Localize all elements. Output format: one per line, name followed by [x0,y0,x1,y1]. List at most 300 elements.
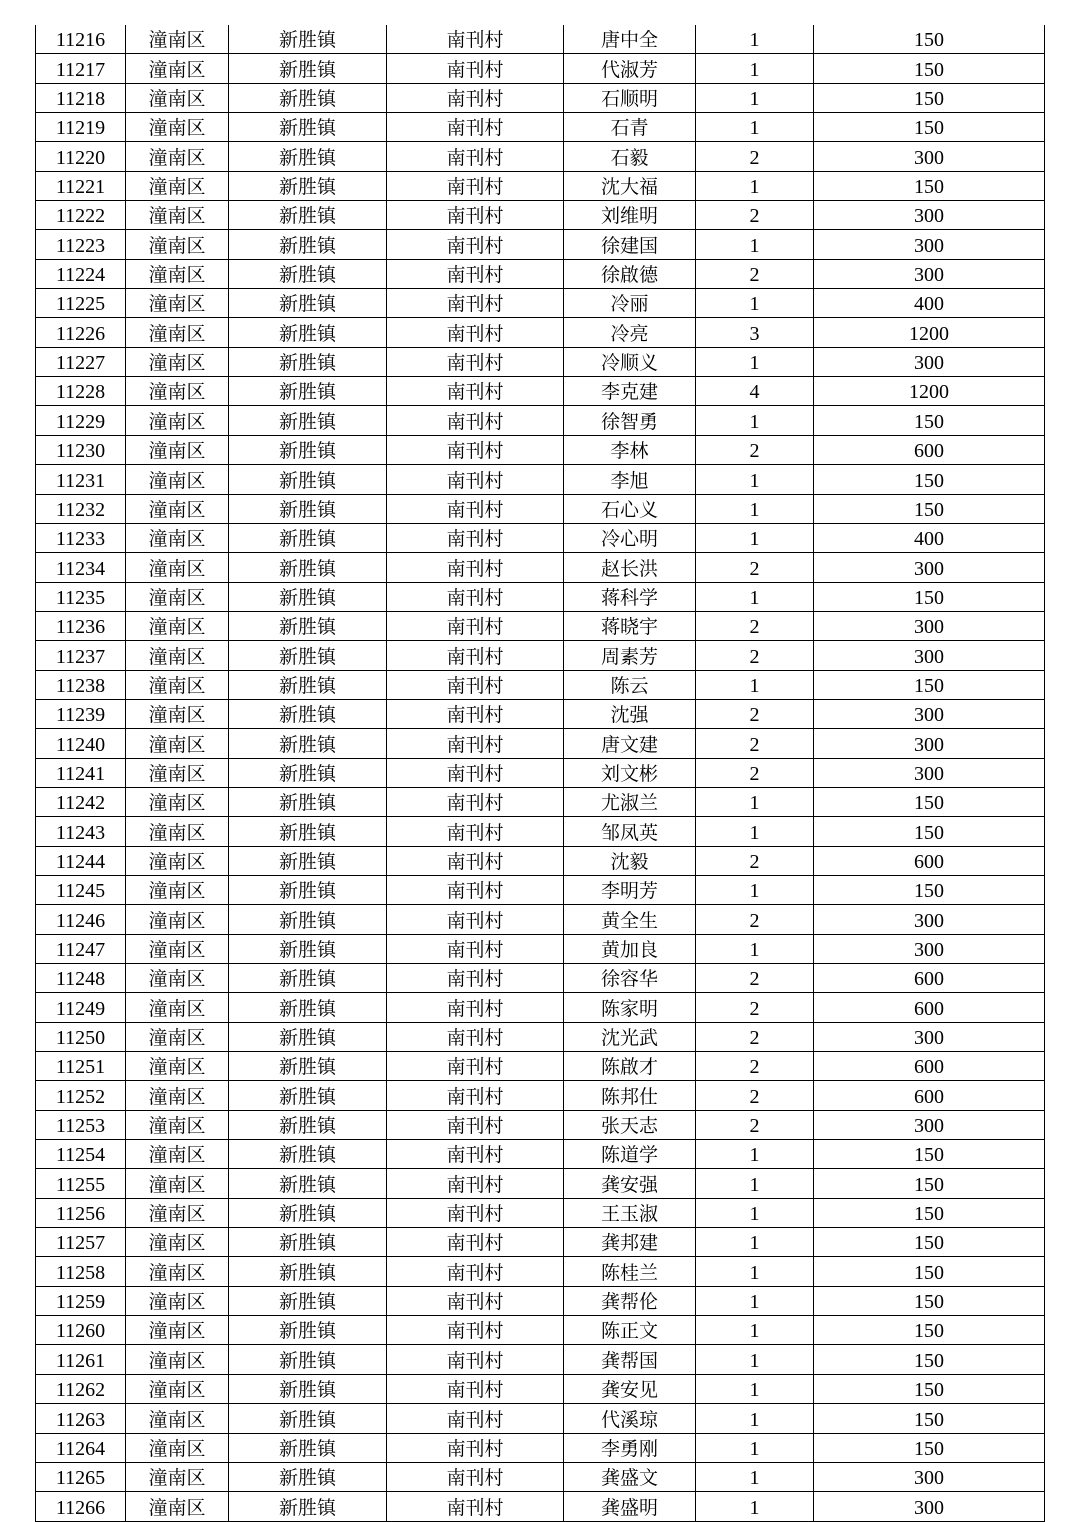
village-cell: 南刊村 [387,582,564,611]
count-cell: 1 [696,25,814,54]
village-cell: 南刊村 [387,1228,564,1257]
record-id-cell: 11229 [36,406,126,435]
amount-cell: 300 [814,201,1045,230]
person-name-cell: 龚盛明 [564,1492,696,1521]
person-name-cell: 冷心明 [564,523,696,552]
person-name-cell: 邹凤英 [564,817,696,846]
record-id-cell: 11225 [36,289,126,318]
amount-cell: 150 [814,171,1045,200]
record-id-cell: 11255 [36,1169,126,1198]
village-cell: 南刊村 [387,54,564,83]
village-cell: 南刊村 [387,670,564,699]
village-cell: 南刊村 [387,1345,564,1374]
amount-cell: 400 [814,289,1045,318]
town-cell: 新胜镇 [229,142,387,171]
district-cell: 潼南区 [126,729,229,758]
person-name-cell: 蒋科学 [564,582,696,611]
district-cell: 潼南区 [126,934,229,963]
village-cell: 南刊村 [387,318,564,347]
table-row [36,1022,1045,1051]
town-cell: 新胜镇 [229,289,387,318]
town-cell: 新胜镇 [229,201,387,230]
roster-table [35,25,1045,1522]
count-cell: 1 [696,465,814,494]
count-cell: 1 [696,230,814,259]
amount-cell: 150 [814,1374,1045,1403]
amount-cell: 300 [814,758,1045,787]
town-cell: 新胜镇 [229,905,387,934]
village-cell: 南刊村 [387,1081,564,1110]
record-id-cell: 11263 [36,1404,126,1433]
town-cell: 新胜镇 [229,846,387,875]
amount-cell: 150 [814,1257,1045,1286]
district-cell: 潼南区 [126,1081,229,1110]
count-cell: 2 [696,758,814,787]
town-cell: 新胜镇 [229,553,387,582]
town-cell: 新胜镇 [229,1081,387,1110]
record-id-cell: 11256 [36,1198,126,1227]
amount-cell: 150 [814,465,1045,494]
person-name-cell: 陈家明 [564,993,696,1022]
table-body [36,25,1045,1521]
district-cell: 潼南区 [126,406,229,435]
person-name-cell: 李明芳 [564,875,696,904]
person-name-cell: 冷丽 [564,289,696,318]
table-row [36,289,1045,318]
count-cell: 3 [696,318,814,347]
table-row [36,1081,1045,1110]
village-cell: 南刊村 [387,1286,564,1315]
district-cell: 潼南区 [126,113,229,142]
table-row [36,993,1045,1022]
town-cell: 新胜镇 [229,1257,387,1286]
record-id-cell: 11228 [36,377,126,406]
table-row [36,1286,1045,1315]
village-cell: 南刊村 [387,289,564,318]
village-cell: 南刊村 [387,1316,564,1345]
count-cell: 1 [696,1492,814,1521]
person-name-cell: 徐智勇 [564,406,696,435]
village-cell: 南刊村 [387,1462,564,1491]
district-cell: 潼南区 [126,1345,229,1374]
town-cell: 新胜镇 [229,1228,387,1257]
amount-cell: 150 [814,25,1045,54]
village-cell: 南刊村 [387,465,564,494]
amount-cell: 400 [814,523,1045,552]
amount-cell: 150 [814,1433,1045,1462]
town-cell: 新胜镇 [229,641,387,670]
record-id-cell: 11237 [36,641,126,670]
person-name-cell: 龚安见 [564,1374,696,1403]
town-cell: 新胜镇 [229,670,387,699]
amount-cell: 150 [814,1169,1045,1198]
record-id-cell: 11259 [36,1286,126,1315]
district-cell: 潼南区 [126,1374,229,1403]
record-id-cell: 11257 [36,1228,126,1257]
town-cell: 新胜镇 [229,523,387,552]
district-cell: 潼南区 [126,1286,229,1315]
town-cell: 新胜镇 [229,934,387,963]
district-cell: 潼南区 [126,1462,229,1491]
table-row [36,611,1045,640]
district-cell: 潼南区 [126,1169,229,1198]
record-id-cell: 11220 [36,142,126,171]
person-name-cell: 赵长洪 [564,553,696,582]
table-row [36,171,1045,200]
town-cell: 新胜镇 [229,1345,387,1374]
village-cell: 南刊村 [387,494,564,523]
person-name-cell: 龚邦建 [564,1228,696,1257]
table-row [36,699,1045,728]
amount-cell: 150 [814,54,1045,83]
record-id-cell: 11265 [36,1462,126,1491]
table-row [36,1228,1045,1257]
village-cell: 南刊村 [387,1374,564,1403]
district-cell: 潼南区 [126,230,229,259]
amount-cell: 150 [814,1316,1045,1345]
village-cell: 南刊村 [387,25,564,54]
amount-cell: 300 [814,1492,1045,1521]
count-cell: 1 [696,670,814,699]
district-cell: 潼南区 [126,611,229,640]
amount-cell: 300 [814,347,1045,376]
town-cell: 新胜镇 [229,113,387,142]
amount-cell: 300 [814,611,1045,640]
person-name-cell: 石毅 [564,142,696,171]
town-cell: 新胜镇 [229,347,387,376]
amount-cell: 300 [814,553,1045,582]
table-row [36,347,1045,376]
record-id-cell: 11260 [36,1316,126,1345]
count-cell: 2 [696,993,814,1022]
person-name-cell: 石青 [564,113,696,142]
person-name-cell: 李林 [564,435,696,464]
district-cell: 潼南区 [126,1198,229,1227]
count-cell: 1 [696,1345,814,1374]
village-cell: 南刊村 [387,1052,564,1081]
record-id-cell: 11245 [36,875,126,904]
town-cell: 新胜镇 [229,1492,387,1521]
record-id-cell: 11226 [36,318,126,347]
amount-cell: 150 [814,406,1045,435]
count-cell: 1 [696,1198,814,1227]
person-name-cell: 陈邦仕 [564,1081,696,1110]
table-row [36,494,1045,523]
table-row [36,1462,1045,1491]
amount-cell: 1200 [814,318,1045,347]
count-cell: 1 [696,817,814,846]
village-cell: 南刊村 [387,113,564,142]
district-cell: 潼南区 [126,347,229,376]
person-name-cell: 沈光武 [564,1022,696,1051]
amount-cell: 150 [814,1198,1045,1227]
town-cell: 新胜镇 [229,611,387,640]
count-cell: 1 [696,582,814,611]
count-cell: 2 [696,142,814,171]
record-id-cell: 11242 [36,787,126,816]
record-id-cell: 11223 [36,230,126,259]
village-cell: 南刊村 [387,817,564,846]
village-cell: 南刊村 [387,846,564,875]
person-name-cell: 代溪琼 [564,1404,696,1433]
district-cell: 潼南区 [126,1404,229,1433]
district-cell: 潼南区 [126,201,229,230]
amount-cell: 600 [814,993,1045,1022]
table-row [36,25,1045,54]
record-id-cell: 11222 [36,201,126,230]
table-row [36,729,1045,758]
town-cell: 新胜镇 [229,25,387,54]
person-name-cell: 龚帮国 [564,1345,696,1374]
table-row [36,934,1045,963]
town-cell: 新胜镇 [229,54,387,83]
table-row [36,406,1045,435]
village-cell: 南刊村 [387,1404,564,1433]
count-cell: 1 [696,1257,814,1286]
district-cell: 潼南区 [126,142,229,171]
person-name-cell: 刘文彬 [564,758,696,787]
amount-cell: 300 [814,729,1045,758]
town-cell: 新胜镇 [229,494,387,523]
record-id-cell: 11233 [36,523,126,552]
district-cell: 潼南区 [126,318,229,347]
count-cell: 1 [696,347,814,376]
count-cell: 2 [696,699,814,728]
table-row [36,377,1045,406]
record-id-cell: 11246 [36,905,126,934]
person-name-cell: 徐容华 [564,964,696,993]
district-cell: 潼南区 [126,523,229,552]
village-cell: 南刊村 [387,641,564,670]
record-id-cell: 11241 [36,758,126,787]
village-cell: 南刊村 [387,201,564,230]
person-name-cell: 沈毅 [564,846,696,875]
district-cell: 潼南区 [126,875,229,904]
person-name-cell: 黄全生 [564,905,696,934]
district-cell: 潼南区 [126,25,229,54]
person-name-cell: 黄加良 [564,934,696,963]
village-cell: 南刊村 [387,171,564,200]
town-cell: 新胜镇 [229,1374,387,1403]
count-cell: 2 [696,259,814,288]
person-name-cell: 李克建 [564,377,696,406]
district-cell: 潼南区 [126,553,229,582]
person-name-cell: 冷顺义 [564,347,696,376]
district-cell: 潼南区 [126,1433,229,1462]
person-name-cell: 陈正文 [564,1316,696,1345]
table-row [36,1110,1045,1139]
amount-cell: 150 [814,113,1045,142]
person-name-cell: 蒋晓宇 [564,611,696,640]
record-id-cell: 11221 [36,171,126,200]
amount-cell: 600 [814,435,1045,464]
district-cell: 潼南区 [126,1022,229,1051]
town-cell: 新胜镇 [229,1022,387,1051]
count-cell: 2 [696,553,814,582]
person-name-cell: 沈大福 [564,171,696,200]
district-cell: 潼南区 [126,964,229,993]
record-id-cell: 11264 [36,1433,126,1462]
table-row [36,1052,1045,1081]
amount-cell: 300 [814,1462,1045,1491]
table-row [36,1169,1045,1198]
village-cell: 南刊村 [387,787,564,816]
village-cell: 南刊村 [387,142,564,171]
town-cell: 新胜镇 [229,377,387,406]
person-name-cell: 石心义 [564,494,696,523]
record-id-cell: 11253 [36,1110,126,1139]
record-id-cell: 11266 [36,1492,126,1521]
town-cell: 新胜镇 [229,1462,387,1491]
district-cell: 潼南区 [126,171,229,200]
district-cell: 潼南区 [126,699,229,728]
count-cell: 1 [696,113,814,142]
village-cell: 南刊村 [387,1140,564,1169]
village-cell: 南刊村 [387,435,564,464]
count-cell: 2 [696,435,814,464]
village-cell: 南刊村 [387,934,564,963]
count-cell: 1 [696,54,814,83]
town-cell: 新胜镇 [229,171,387,200]
record-id-cell: 11240 [36,729,126,758]
record-id-cell: 11217 [36,54,126,83]
village-cell: 南刊村 [387,230,564,259]
count-cell: 1 [696,1228,814,1257]
record-id-cell: 11232 [36,494,126,523]
person-name-cell: 龚盛文 [564,1462,696,1491]
count-cell: 2 [696,1110,814,1139]
village-cell: 南刊村 [387,1022,564,1051]
person-name-cell: 周素芳 [564,641,696,670]
district-cell: 潼南区 [126,1492,229,1521]
record-id-cell: 11219 [36,113,126,142]
count-cell: 1 [696,289,814,318]
record-id-cell: 11224 [36,259,126,288]
count-cell: 1 [696,494,814,523]
table-row [36,465,1045,494]
village-cell: 南刊村 [387,611,564,640]
count-cell: 1 [696,523,814,552]
village-cell: 南刊村 [387,83,564,112]
district-cell: 潼南区 [126,289,229,318]
village-cell: 南刊村 [387,905,564,934]
person-name-cell: 尤淑兰 [564,787,696,816]
amount-cell: 300 [814,142,1045,171]
count-cell: 1 [696,1316,814,1345]
amount-cell: 300 [814,641,1045,670]
town-cell: 新胜镇 [229,83,387,112]
amount-cell: 300 [814,699,1045,728]
count-cell: 4 [696,377,814,406]
village-cell: 南刊村 [387,875,564,904]
table-row [36,201,1045,230]
record-id-cell: 11261 [36,1345,126,1374]
amount-cell: 300 [814,905,1045,934]
district-cell: 潼南区 [126,1052,229,1081]
district-cell: 潼南区 [126,817,229,846]
table-row [36,318,1045,347]
town-cell: 新胜镇 [229,875,387,904]
table-row [36,1404,1045,1433]
table-row [36,817,1045,846]
count-cell: 1 [696,875,814,904]
district-cell: 潼南区 [126,1257,229,1286]
town-cell: 新胜镇 [229,435,387,464]
count-cell: 1 [696,83,814,112]
count-cell: 1 [696,1462,814,1491]
village-cell: 南刊村 [387,993,564,1022]
district-cell: 潼南区 [126,259,229,288]
record-id-cell: 11247 [36,934,126,963]
village-cell: 南刊村 [387,1492,564,1521]
amount-cell: 600 [814,1081,1045,1110]
village-cell: 南刊村 [387,758,564,787]
count-cell: 1 [696,1433,814,1462]
amount-cell: 150 [814,1345,1045,1374]
district-cell: 潼南区 [126,905,229,934]
town-cell: 新胜镇 [229,230,387,259]
village-cell: 南刊村 [387,1110,564,1139]
person-name-cell: 龚帮伦 [564,1286,696,1315]
amount-cell: 150 [814,875,1045,904]
village-cell: 南刊村 [387,406,564,435]
district-cell: 潼南区 [126,787,229,816]
town-cell: 新胜镇 [229,787,387,816]
table-row [36,1140,1045,1169]
table-row [36,1316,1045,1345]
town-cell: 新胜镇 [229,699,387,728]
town-cell: 新胜镇 [229,1169,387,1198]
amount-cell: 150 [814,817,1045,846]
amount-cell: 300 [814,1110,1045,1139]
person-name-cell: 唐文建 [564,729,696,758]
person-name-cell: 代淑芳 [564,54,696,83]
record-id-cell: 11227 [36,347,126,376]
town-cell: 新胜镇 [229,817,387,846]
village-cell: 南刊村 [387,1433,564,1462]
count-cell: 2 [696,641,814,670]
table-row [36,113,1045,142]
amount-cell: 150 [814,494,1045,523]
district-cell: 潼南区 [126,758,229,787]
amount-cell: 1200 [814,377,1045,406]
record-id-cell: 11236 [36,611,126,640]
town-cell: 新胜镇 [229,406,387,435]
table-row [36,259,1045,288]
district-cell: 潼南区 [126,465,229,494]
person-name-cell: 唐中全 [564,25,696,54]
count-cell: 2 [696,1081,814,1110]
record-id-cell: 11254 [36,1140,126,1169]
district-cell: 潼南区 [126,377,229,406]
person-name-cell: 徐啟德 [564,259,696,288]
person-name-cell: 陈道学 [564,1140,696,1169]
town-cell: 新胜镇 [229,964,387,993]
town-cell: 新胜镇 [229,582,387,611]
village-cell: 南刊村 [387,523,564,552]
table-row [36,964,1045,993]
person-name-cell: 张天志 [564,1110,696,1139]
amount-cell: 600 [814,846,1045,875]
count-cell: 2 [696,611,814,640]
district-cell: 潼南区 [126,83,229,112]
village-cell: 南刊村 [387,553,564,582]
count-cell: 1 [696,406,814,435]
village-cell: 南刊村 [387,699,564,728]
town-cell: 新胜镇 [229,1052,387,1081]
town-cell: 新胜镇 [229,465,387,494]
village-cell: 南刊村 [387,729,564,758]
